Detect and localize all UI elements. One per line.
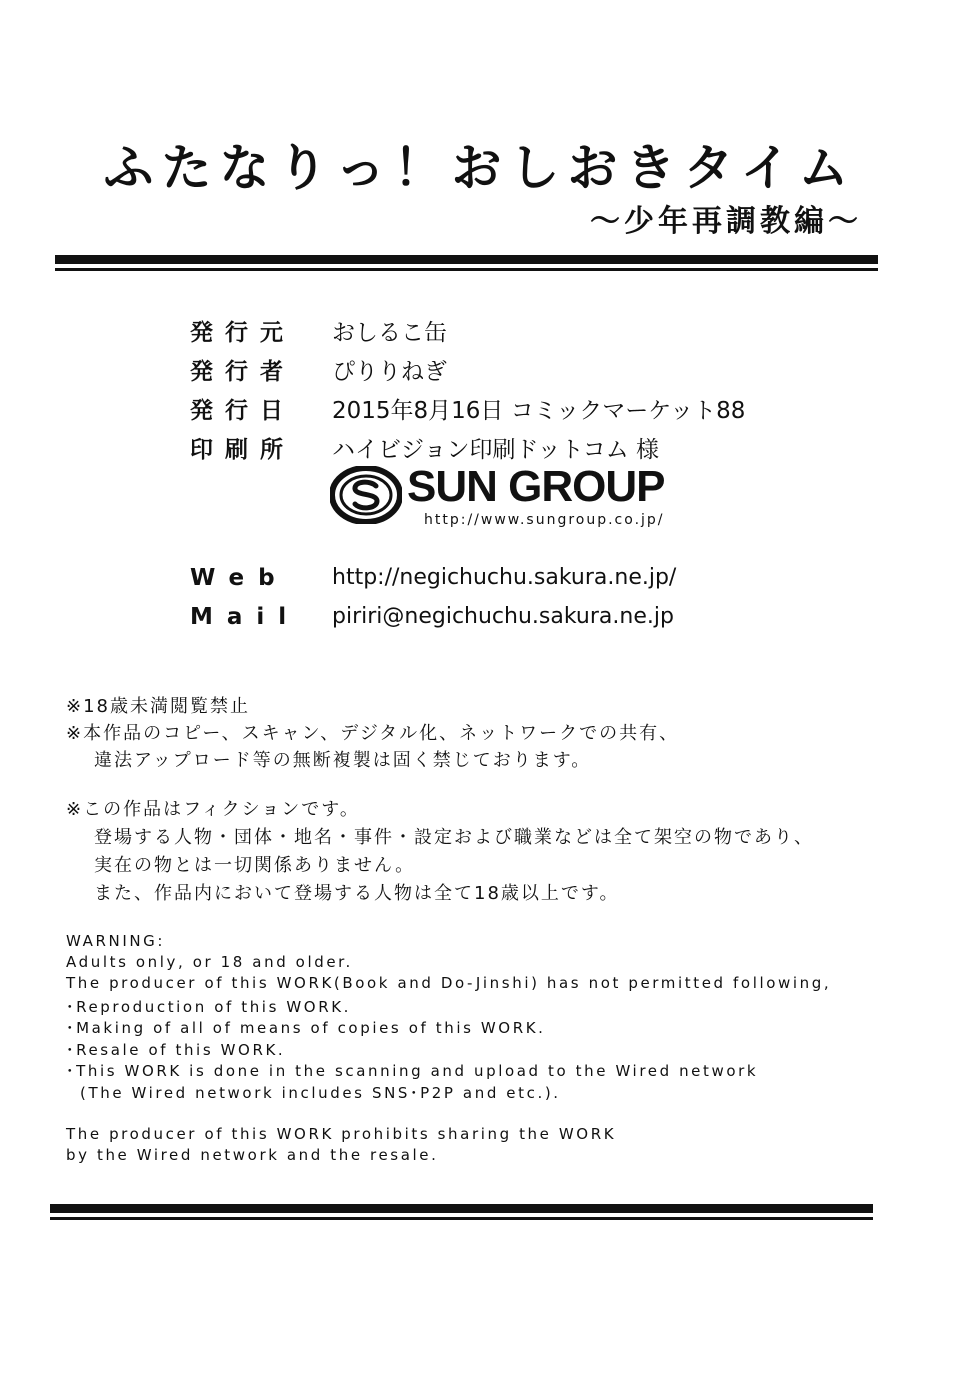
notice-copy-prohibition-cont: 違法アップロード等の無断複製は固く禁じております。 <box>94 750 592 771</box>
printer-value: ハイビジョン印刷ドットコム 様 <box>332 437 660 463</box>
warning-heading: WARNING: <box>66 932 166 950</box>
publisher-value: おしるこ缶 <box>332 320 447 346</box>
warning-line: by the Wired network and the resale. <box>66 1146 439 1164</box>
notice-copy-prohibition: ※本作品のコピー、スキャン、デジタル化、ネットワークでの共有、 <box>66 723 680 744</box>
warning-line: ･This WORK is done in the scanning and upload to the Wired network <box>66 1062 759 1080</box>
web-link[interactable]: http://negichuchu.sakura.ne.jp/ <box>332 565 677 590</box>
warning-line: Adults only, or 18 and older. <box>66 953 353 971</box>
page-title: ふたなりっ！おしおきタイム <box>103 139 857 197</box>
bottom-rule-thick <box>50 1204 873 1213</box>
bottom-rule-thin <box>50 1217 873 1220</box>
top-rule-thick <box>55 255 878 264</box>
warning-line: The producer of this WORK prohibits sharing the WORK <box>66 1125 617 1143</box>
warning-line: ･Resale of this WORK. <box>66 1041 286 1059</box>
author-label: 発行者 <box>190 359 295 385</box>
sun-group-logo-icon <box>330 466 402 524</box>
warning-line: The producer of this WORK(Book and Do-Jinshi) has not permitted following, <box>66 974 832 992</box>
web-label: Web <box>190 565 289 591</box>
notice-age-restriction: ※18歳未満閲覧禁止 <box>66 696 250 717</box>
notice-fiction-line3: 実在の物とは一切関係ありません。 <box>94 855 416 876</box>
publisher-label: 発行元 <box>190 320 295 346</box>
warning-line: ･Making of all of means of copies of this WORK. <box>66 1019 546 1037</box>
sun-group-url: http://www.sungroup.co.jp/ <box>424 512 665 528</box>
notice-fiction-line2: 登場する人物・団体・地名・事件・設定および職業などは全て架空の物であり、 <box>94 827 814 848</box>
notice-fiction: ※この作品はフィクションです。 <box>66 799 360 820</box>
page-subtitle: ～少年再調教編～ <box>590 204 862 239</box>
printer-label: 印刷所 <box>190 437 295 463</box>
date-value: 2015年8月16日 コミックマーケット88 <box>332 398 746 424</box>
date-label: 発行日 <box>190 398 295 424</box>
author-value: ぴりりねぎ <box>332 359 447 385</box>
warning-line: ･Reproduction of this WORK. <box>66 998 352 1016</box>
warning-line: (The Wired network includes SNS･P2P and etc.). <box>80 1084 561 1102</box>
top-rule-thin <box>55 268 878 271</box>
notice-fiction-line4: また、作品内において登場する人物は全て18歳以上です。 <box>94 883 620 904</box>
mail-link[interactable]: piriri@negichuchu.sakura.ne.jp <box>332 604 674 629</box>
mail-label: Mail <box>190 604 301 630</box>
sun-group-logo-text: SUN GROUP <box>407 462 665 511</box>
